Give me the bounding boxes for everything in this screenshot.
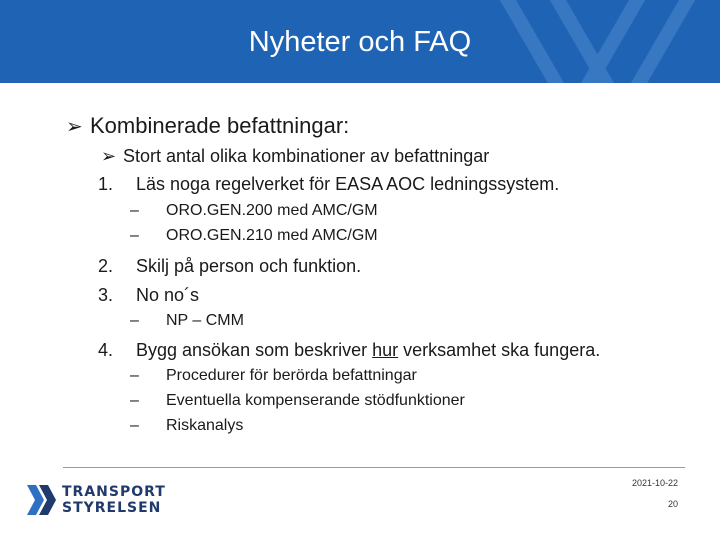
sub-item — [130, 389, 465, 413]
heading-bullet — [66, 110, 349, 143]
logo-line2: STYRELSEN — [62, 500, 162, 516]
subheading-bullet — [101, 142, 489, 170]
transportstyrelsen-logo-icon — [26, 483, 58, 517]
sub-item-text: Riskanalys — [166, 417, 244, 434]
item-text-after: verksamhet ska fungera. — [398, 340, 601, 360]
subheading-text: Stort antal olika kombinationer av befattningar — [123, 146, 490, 166]
title-bar — [0, 0, 720, 83]
item-text-underlined: hur — [372, 340, 399, 360]
dash-bullet: – — [130, 312, 139, 329]
item-number: 4. — [98, 340, 114, 360]
sub-item-text: ORO.GEN.210 med AMC/GM — [166, 227, 378, 244]
logo-line1: TRANSPORT — [62, 484, 166, 500]
logo-wordmark — [62, 484, 166, 516]
item-text: No no´s — [136, 285, 200, 305]
sub-item-text: Procedurer för berörda befattningar — [166, 367, 417, 384]
page-number: 20 — [667, 499, 678, 509]
page-title: Nyheter och FAQ — [248, 26, 472, 58]
item-number: 3. — [98, 285, 114, 305]
dash-bullet: – — [130, 367, 139, 384]
item-number: 1. — [98, 174, 114, 194]
list-item — [98, 170, 559, 198]
sub-item — [130, 224, 378, 248]
slide-date: 2021-10-22 — [631, 478, 678, 488]
sub-item — [130, 199, 378, 223]
dash-bullet: – — [130, 417, 139, 434]
dash-bullet: – — [130, 202, 139, 219]
footer-divider — [63, 467, 685, 468]
sub-item-text: NP – CMM — [166, 312, 244, 329]
item-text: Skilj på person och funktion. — [136, 256, 362, 276]
list-item — [98, 336, 600, 364]
heading-text: Kombinerade befattningar: — [90, 113, 350, 138]
sub-item — [130, 364, 417, 388]
dash-bullet: – — [130, 227, 139, 244]
sub-item — [130, 309, 244, 333]
sub-item — [130, 414, 243, 438]
arrow-bullet-icon: ➢ — [101, 146, 117, 166]
item-number: 2. — [98, 256, 114, 276]
list-item — [98, 281, 199, 309]
sub-item-text: ORO.GEN.200 med AMC/GM — [166, 202, 378, 219]
sub-item-text: Eventuella kompenserande stödfunktioner — [166, 392, 465, 409]
item-text-before: Bygg ansökan som beskriver — [136, 340, 373, 360]
list-item — [98, 252, 361, 280]
dash-bullet: – — [130, 392, 139, 409]
arrow-bullet-icon: ➢ — [66, 116, 83, 138]
item-text: Läs noga regelverket för EASA AOC ledningssystem. — [136, 174, 560, 194]
